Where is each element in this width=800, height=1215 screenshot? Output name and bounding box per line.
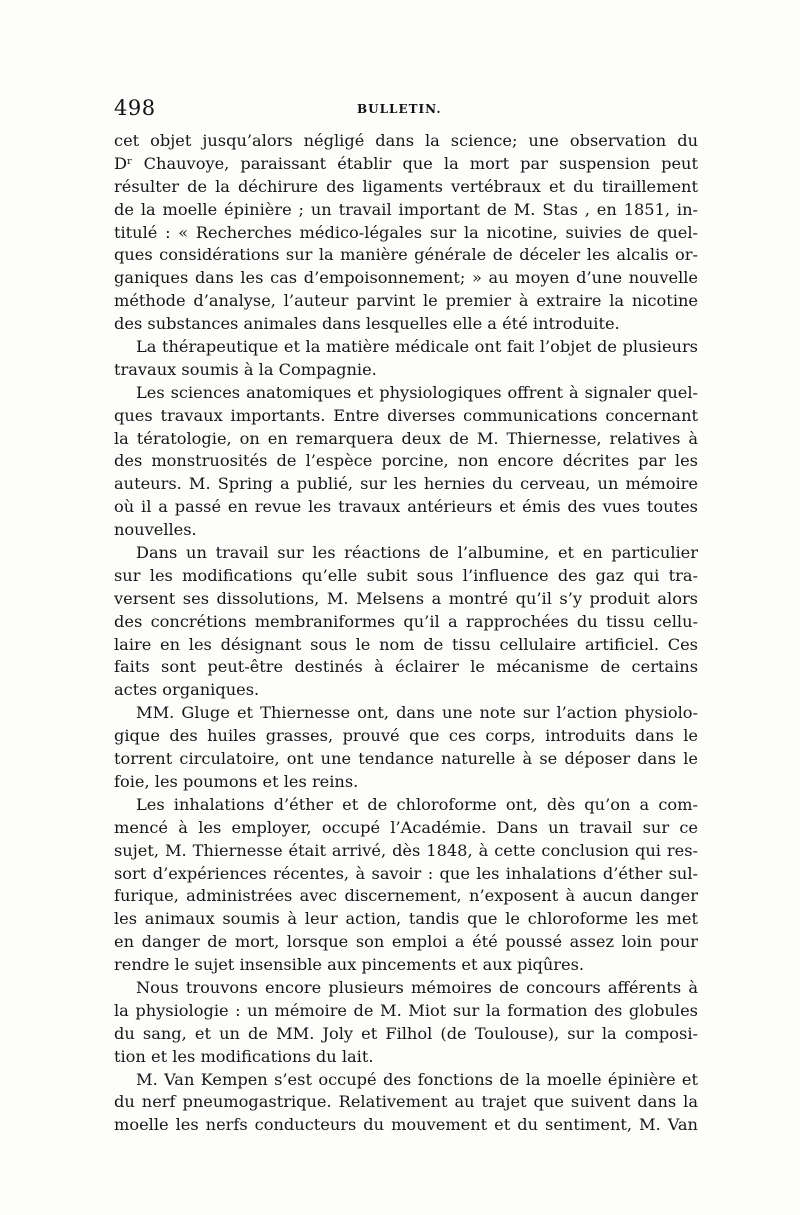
text-line: ques travaux importants. Entre diverses communications concernant	[114, 405, 698, 425]
text-line: de la moelle épinière ; un travail important de M. Stas , en 1851, in-	[114, 199, 698, 219]
page-number: 498	[114, 96, 156, 120]
text-line: du nerf pneumogastrique. Relativement au trajet que suivent dans la	[114, 1092, 698, 1112]
text-line: titulé : « Recherches médico-légales sur la nicotine, suivies de quel-	[114, 222, 698, 242]
text-line: mencé à les employer, occupé l’Académie. Dans un travail sur ce	[114, 817, 698, 837]
text-line: nouvelles.	[114, 520, 197, 540]
text-line: du sang, et un de MM. Joly et Filhol (de Toulouse), sur la composi-	[114, 1023, 698, 1043]
text-line: versent ses dissolutions, M. Melsens a montré qu’il s’y produit alors	[114, 588, 698, 608]
text-line: auteurs. M. Spring a publié, sur les hernies du cerveau, un mémoire	[114, 474, 698, 494]
text-line: MM. Gluge et Thiernesse ont, dans une note sur l’action physiolo-	[136, 703, 698, 723]
text-line: où il a passé en revue les travaux antérieurs et émis des vues toutes	[114, 497, 698, 517]
text-line: torrent circulatoire, ont une tendance naturelle à se déposer dans le	[114, 749, 698, 769]
text-line: tion et les modifications du lait.	[114, 1046, 374, 1066]
text-line: cet objet jusqu’alors négligé dans la science; une observation du	[114, 131, 698, 150]
text-line: des monstruosités de l’espèce porcine, non encore décrites par les	[114, 451, 698, 471]
text-line: actes organiques.	[114, 680, 260, 700]
text-line: travaux soumis à la Compagnie.	[114, 359, 377, 379]
text-line: Nous trouvons encore plusieurs mémoires de concours afférents à	[136, 977, 698, 997]
text-line: résulter de la déchirure des ligaments vertébraux et du tiraillement	[114, 176, 698, 196]
text-line: Les inhalations d’éther et de chloroforme ont, dès qu’on a com-	[136, 794, 698, 814]
text-line: ques considérations sur la manière générale de déceler les alcalis or-	[114, 245, 698, 265]
text-line: M. Van Kempen s’est occupé des fonctions de la moelle épinière et	[136, 1069, 698, 1089]
text-line: faits sont peut-être destinés à éclairer le mécanisme de certains	[114, 657, 698, 677]
text-line: foie, les poumons et les reins.	[114, 771, 359, 791]
text-line: Dans un travail sur les réactions de l’albumine, et en particulier	[136, 543, 698, 563]
text-line: Les sciences anatomiques et physiologiques offrent à signaler quel-	[136, 382, 698, 402]
text-line: méthode d’analyse, l’auteur parvint le premier à extraire la nicotine	[114, 291, 698, 311]
text-line: les animaux soumis à leur action, tandis que le chloroforme les met	[114, 909, 698, 929]
text-line: Dʳ Chauvoye, paraissant établir que la mort par suspension peut	[114, 153, 698, 173]
text-line: des concrétions membraniformes qu’il a rapprochées du tissu cellu-	[114, 611, 698, 631]
page-header	[114, 96, 694, 120]
running-title: BULLETIN.	[357, 102, 442, 116]
text-line: gique des huiles grasses, prouvé que ces corps, introduits dans le	[114, 726, 698, 746]
text-line: laire en les désignant sous le nom de tissu cellulaire artificiel. Ces	[114, 634, 698, 654]
text-line: en danger de mort, lorsque son emploi a été poussé assez loin pour	[114, 932, 698, 952]
text-line: ganiques dans les cas d’empoisonnement; » au moyen d’une nouvelle	[114, 268, 698, 288]
text-line: la tératologie, on en remarquera deux de M. Thiernesse, relatives à	[114, 428, 698, 448]
text-line: rendre le sujet insensible aux pincements et aux piqûres.	[114, 955, 585, 975]
body-text	[114, 130, 698, 1137]
text-line: moelle les nerfs conducteurs du mouvement et du sentiment, M. Van	[114, 1115, 698, 1135]
text-line: furique, administrées avec discernement, n’exposent à aucun danger	[114, 886, 698, 906]
text-line: La thérapeutique et la matière médicale ont fait l’objet de plusieurs	[136, 337, 698, 357]
text-line: sort d’expériences récentes, à savoir : que les inhalations d’éther sul-	[114, 863, 698, 883]
text-line: sujet, M. Thiernesse était arrivé, dès 1848, à cette conclusion qui res-	[114, 840, 698, 860]
text-line: sur les modifications qu’elle subit sous l’influence des gaz qui tra-	[114, 565, 698, 585]
text-line: la physiologie : un mémoire de M. Miot sur la formation des globules	[114, 1000, 698, 1020]
text-line: des substances animales dans lesquelles elle a été introduite.	[114, 314, 620, 334]
